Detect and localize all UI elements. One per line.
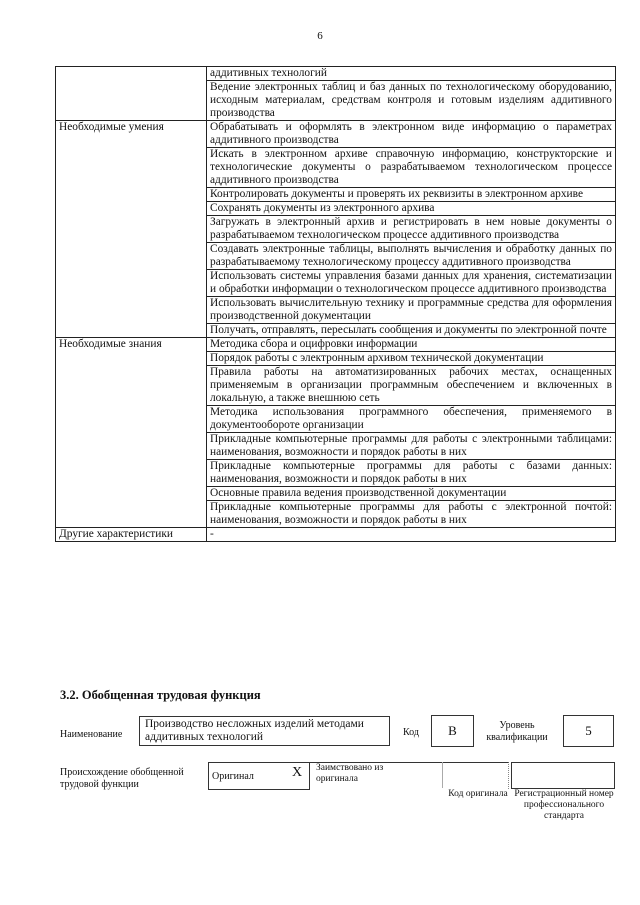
borrowed-label: Заимствовано из оригинала <box>316 763 384 784</box>
page-number: 6 <box>317 30 323 42</box>
table-row <box>56 528 616 542</box>
row-item: Прикладные компьютерные программы для работы с базами данных: наименования, возможности и порядок работы в них <box>207 460 616 487</box>
code-value-box <box>431 715 474 747</box>
row-label <box>56 67 207 121</box>
row-label: Необходимые умения <box>56 121 207 338</box>
row-item: Прикладные компьютерные программы для работы с электронной почтой: наименования, возможности и порядок работы в них <box>207 501 616 528</box>
section-title: 3.2. Обобщенная трудовая функция <box>60 688 261 702</box>
level-value: 5 <box>585 723 592 738</box>
row-item: Загружать в электронный архив и регистрировать в нем новые документы о разрабатываемом технологическом процессе аддитивного производства <box>207 216 616 243</box>
reg-number-box <box>511 762 615 789</box>
row-item: Ведение электронных таблиц и баз данных по технологическому оборудованию, исходным материалам, средствам контроля и готовым изделиям аддитивного производства <box>207 81 616 121</box>
row-item: Сохранять документы из электронного архива <box>207 202 616 216</box>
level-label: Уровень квалификации <box>486 720 548 743</box>
name-value: Производство несложных изделий методами аддитивных технологий <box>145 718 364 743</box>
row-item: Правила работы на автоматизированных рабочих местах, оснащенных применяемым в организации программным обеспечением и включенных в локальную, а также внешнюю сеть <box>207 366 616 406</box>
row-item: Методика использования программного обеспечения, применяемого в документообороте организации <box>207 406 616 433</box>
row-item: Прикладные компьютерные программы для работы с электронными таблицами: наименования, возможности и порядок работы в них <box>207 433 616 460</box>
table-row <box>56 121 616 148</box>
row-item: аддитивных технологий <box>207 67 616 81</box>
origin-label: Происхождение обобщенной трудовой функции <box>60 767 184 790</box>
original-label: Оригинал <box>212 771 254 782</box>
name-value-box <box>139 716 390 746</box>
row-item: Контролировать документы и проверять их реквизиты в электронном архиве <box>207 188 616 202</box>
row-item: Основные правила ведения производственной документации <box>207 487 616 501</box>
row-item: Методика сбора и оцифровки информации <box>207 338 616 352</box>
table-row <box>56 67 616 81</box>
table-row <box>56 338 616 352</box>
code-value: B <box>448 723 457 738</box>
origin-box <box>208 762 512 790</box>
level-value-box <box>563 715 614 747</box>
reg-number-caption: Регистрационный номер профессионального стандарта <box>514 789 614 821</box>
row-label: Необходимые знания <box>56 338 207 528</box>
code-label: Код <box>403 727 419 738</box>
skills-knowledge-table <box>55 66 616 542</box>
divider <box>442 762 443 788</box>
name-label: Наименование <box>60 729 123 740</box>
row-item: Использовать вычислительную технику и программные средства для оформления производственной документации <box>207 297 616 324</box>
row-item: Создавать электронные таблицы, выполнять вычисления и обработку данных по разрабатываемому технологическому процессу аддитивного производства <box>207 243 616 270</box>
row-item: Использовать системы управления базами данных для хранения, систематизации и обработки информации о технологическом процессе аддитивного производства <box>207 270 616 297</box>
row-item: - <box>207 528 616 542</box>
original-mark: X <box>292 765 303 780</box>
row-item: Порядок работы с электронным архивом технической документации <box>207 352 616 366</box>
row-item: Искать в электронном архиве справочную информацию, конструкторские и технологические документы о разрабатываемом технологическом процессе аддитивного производства <box>207 148 616 188</box>
row-item: Обрабатывать и оформлять в электронном виде информацию о параметрах аддитивного производства <box>207 121 616 148</box>
row-item: Получать, отправлять, пересылать сообщения и документы по электронной почте <box>207 324 616 338</box>
code-original-caption: Код оригинала <box>448 789 508 799</box>
row-label: Другие характеристики <box>56 528 207 542</box>
